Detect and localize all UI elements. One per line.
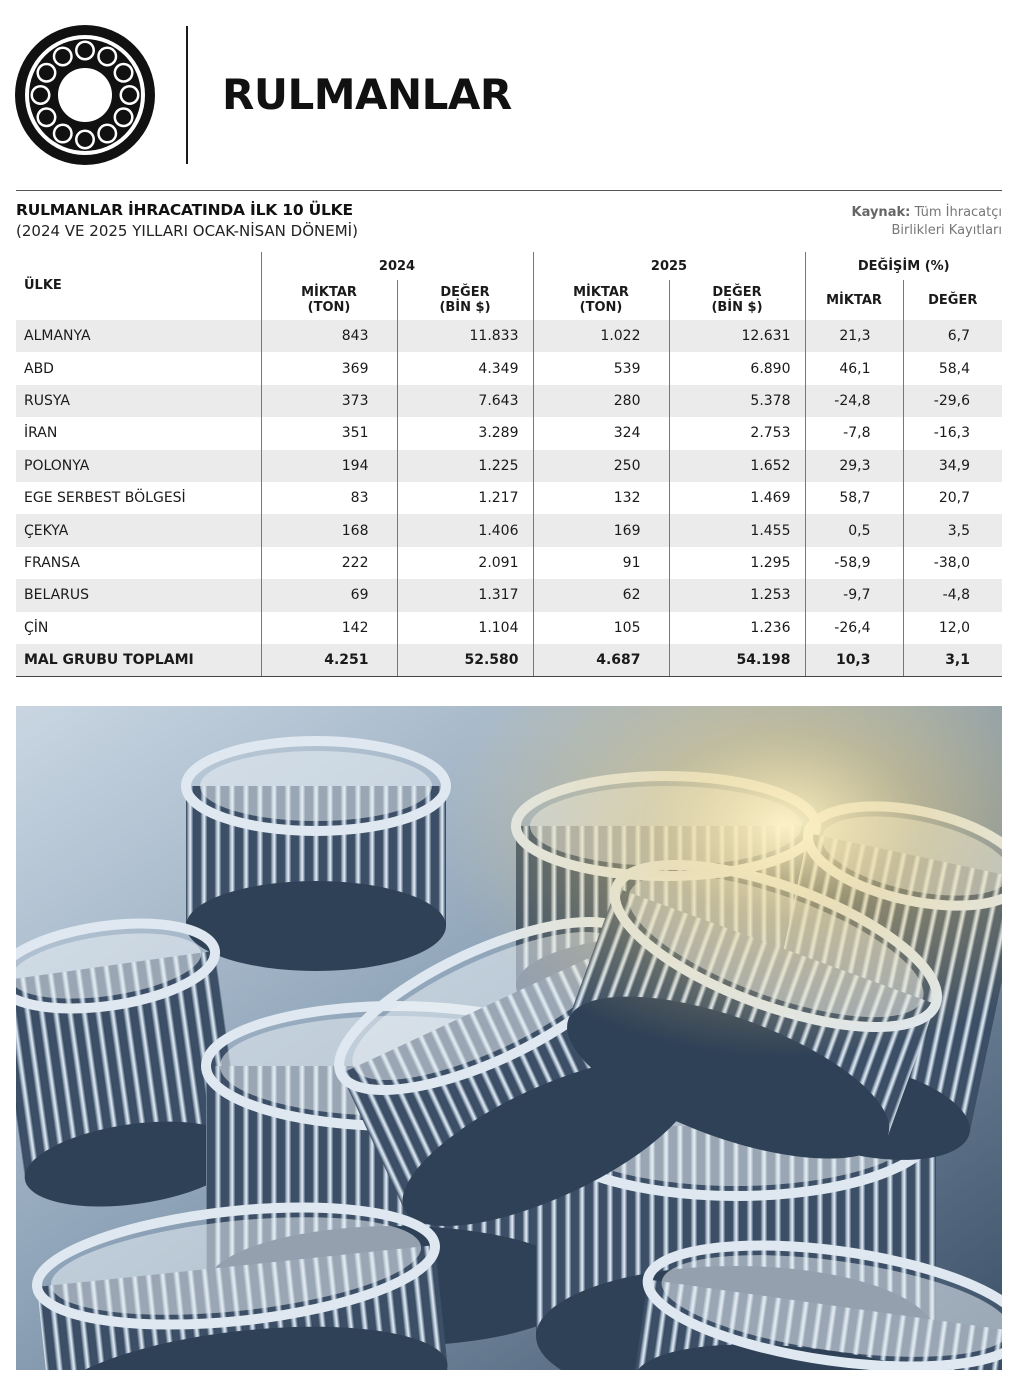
- cell-country: ABD: [16, 352, 261, 384]
- cell-v2024: 2.091: [397, 547, 533, 579]
- cell-q2024: 168: [261, 514, 397, 546]
- table-heading: [16, 201, 1002, 247]
- cell-cq: 58,7: [805, 482, 903, 514]
- cell-country: MAL GRUBU TOPLAMI: [16, 644, 261, 676]
- cell-country: İRAN: [16, 417, 261, 449]
- cell-q2025: 62: [533, 579, 669, 611]
- cell-q2025: 1.022: [533, 320, 669, 352]
- cell-v2024: 1.225: [397, 450, 533, 482]
- bearing-icon: [14, 24, 156, 166]
- cell-cv: -16,3: [903, 417, 1002, 449]
- top-rule: [16, 190, 1002, 191]
- table-row: [16, 612, 1002, 644]
- table-total-row: [16, 644, 1002, 676]
- header-qty-2024: MİKTAR (TON): [261, 280, 397, 320]
- cell-q2025: 250: [533, 450, 669, 482]
- cell-v2025: 12.631: [669, 320, 805, 352]
- cell-cq: -7,8: [805, 417, 903, 449]
- cell-cq: 29,3: [805, 450, 903, 482]
- cell-v2025: 6.890: [669, 352, 805, 384]
- source-label: Kaynak:: [851, 205, 911, 220]
- cell-country: EGE SERBEST BÖLGESİ: [16, 482, 261, 514]
- source-line-1: Tüm İhracatçı: [914, 205, 1002, 220]
- cell-cv: 20,7: [903, 482, 1002, 514]
- header-change: DEĞİŞİM (%): [805, 252, 1002, 280]
- cell-cv: 12,0: [903, 612, 1002, 644]
- header-change-qty: MİKTAR: [805, 280, 903, 320]
- cell-cv: -4,8: [903, 579, 1002, 611]
- cell-v2025: 5.378: [669, 385, 805, 417]
- cell-v2024: 1.317: [397, 579, 533, 611]
- cell-v2025: 1.236: [669, 612, 805, 644]
- cell-q2025: 91: [533, 547, 669, 579]
- cell-q2024: 351: [261, 417, 397, 449]
- page-header: [0, 0, 1012, 190]
- cell-v2024: 11.833: [397, 320, 533, 352]
- cell-cq: -58,9: [805, 547, 903, 579]
- cell-cv: 34,9: [903, 450, 1002, 482]
- cell-cq: -24,8: [805, 385, 903, 417]
- cell-v2024: 3.289: [397, 417, 533, 449]
- table-row: [16, 320, 1002, 352]
- cell-v2025: 1.455: [669, 514, 805, 546]
- cell-q2024: 142: [261, 612, 397, 644]
- cell-cv: -29,6: [903, 385, 1002, 417]
- cell-v2024: 1.406: [397, 514, 533, 546]
- needle-roller-bearings-photo: [16, 706, 1002, 1370]
- source-note: [852, 204, 1002, 240]
- header-divider: [186, 26, 188, 164]
- cell-q2024: 4.251: [261, 644, 397, 676]
- header-val-2025: DEĞER (BİN $): [669, 280, 805, 320]
- cell-cq: 21,3: [805, 320, 903, 352]
- cell-q2024: 69: [261, 579, 397, 611]
- cell-cq: 46,1: [805, 352, 903, 384]
- table-row: [16, 385, 1002, 417]
- table-row: [16, 547, 1002, 579]
- cell-cq: -9,7: [805, 579, 903, 611]
- cell-country: ALMANYA: [16, 320, 261, 352]
- cell-country: POLONYA: [16, 450, 261, 482]
- cell-cv: 3,1: [903, 644, 1002, 676]
- cell-cq: 10,3: [805, 644, 903, 676]
- header-country: ÜLKE: [24, 278, 62, 293]
- cell-v2025: 1.295: [669, 547, 805, 579]
- cell-q2024: 843: [261, 320, 397, 352]
- cell-cv: 6,7: [903, 320, 1002, 352]
- cell-q2024: 222: [261, 547, 397, 579]
- cell-v2024: 1.217: [397, 482, 533, 514]
- cell-q2025: 4.687: [533, 644, 669, 676]
- cell-country: RUSYA: [16, 385, 261, 417]
- source-line-2: Birlikleri Kayıtları: [891, 223, 1002, 238]
- header-year-2024: 2024: [261, 252, 533, 280]
- table-row: [16, 450, 1002, 482]
- table-title: RULMANLAR İHRACATINDA İLK 10 ÜLKE: [16, 201, 353, 219]
- cell-q2024: 373: [261, 385, 397, 417]
- cell-q2025: 324: [533, 417, 669, 449]
- cell-cq: 0,5: [805, 514, 903, 546]
- cell-country: ÇİN: [16, 612, 261, 644]
- cell-q2025: 132: [533, 482, 669, 514]
- table-row: [16, 514, 1002, 546]
- cell-q2025: 539: [533, 352, 669, 384]
- export-table: [16, 252, 1002, 677]
- header-qty-2025: MİKTAR (TON): [533, 280, 669, 320]
- table-subtitle: (2024 VE 2025 YILLARI OCAK-NİSAN DÖNEMİ): [16, 222, 358, 240]
- cell-cv: 58,4: [903, 352, 1002, 384]
- cell-cq: -26,4: [805, 612, 903, 644]
- header-change-val: DEĞER: [903, 280, 1002, 320]
- header-year-2025: 2025: [533, 252, 805, 280]
- cell-cv: -38,0: [903, 547, 1002, 579]
- cell-v2024: 7.643: [397, 385, 533, 417]
- cell-q2024: 194: [261, 450, 397, 482]
- cell-q2024: 369: [261, 352, 397, 384]
- cell-v2024: 4.349: [397, 352, 533, 384]
- cell-country: BELARUS: [16, 579, 261, 611]
- table-row: [16, 482, 1002, 514]
- cell-v2025: 2.753: [669, 417, 805, 449]
- cell-q2025: 169: [533, 514, 669, 546]
- table-row: [16, 579, 1002, 611]
- cell-v2025: 1.253: [669, 579, 805, 611]
- cell-v2025: 1.652: [669, 450, 805, 482]
- cell-v2024: 1.104: [397, 612, 533, 644]
- page-title: RULMANLAR: [222, 70, 512, 119]
- cell-country: ÇEKYA: [16, 514, 261, 546]
- cell-q2025: 280: [533, 385, 669, 417]
- header-val-2024: DEĞER (BİN $): [397, 280, 533, 320]
- cell-v2025: 54.198: [669, 644, 805, 676]
- table-row: [16, 417, 1002, 449]
- cell-q2025: 105: [533, 612, 669, 644]
- cell-v2024: 52.580: [397, 644, 533, 676]
- cell-v2025: 1.469: [669, 482, 805, 514]
- cell-country: FRANSA: [16, 547, 261, 579]
- cell-q2024: 83: [261, 482, 397, 514]
- table-row: [16, 352, 1002, 384]
- cell-cv: 3,5: [903, 514, 1002, 546]
